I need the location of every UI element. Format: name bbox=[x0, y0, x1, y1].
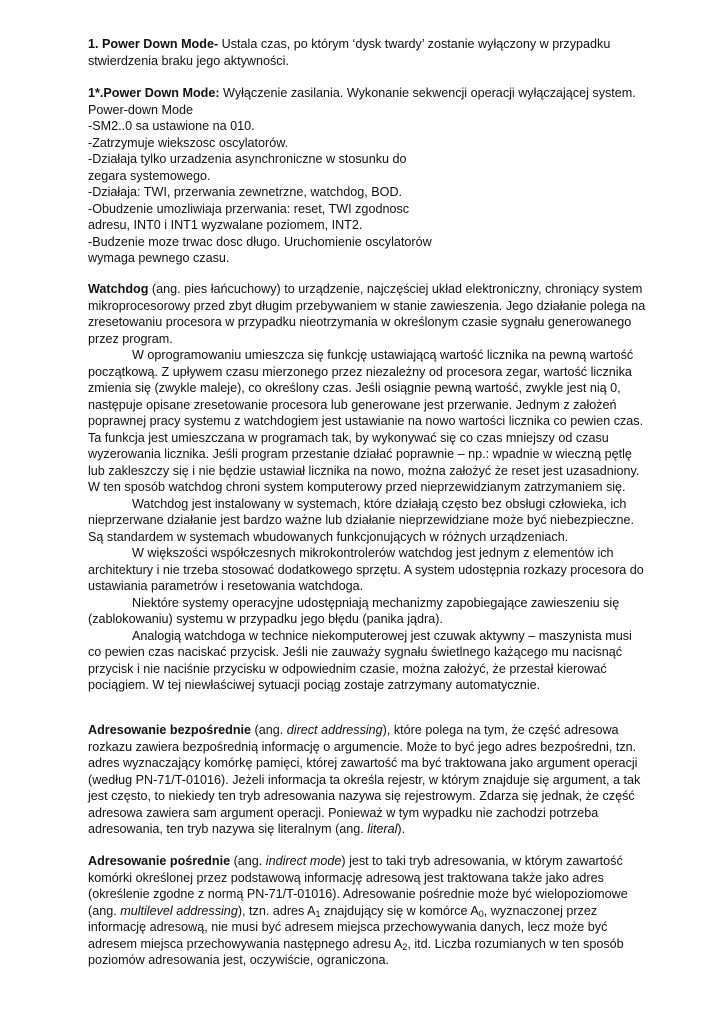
power-down-line: -Budzenie moze trwac dosc długo. Uruchomienie oscylatorów bbox=[88, 234, 432, 249]
watchdog-paragraph: Watchdog jest instalowany w systemach, które działają często bez obsługi człowieka, ich nieprzerwane działanie jest bardzo ważne lub działanie nieprzewidziane może być niebezpieczne. Są standardem w systemach wbudowanych funkcjonujących w różnych urządzeniach. bbox=[88, 496, 635, 544]
power-down-line: Power-down Mode bbox=[88, 102, 193, 117]
watchdog-paragraph: Analogią watchdoga w technice niekomputerowej jest czuwak aktywny – maszynista musi co pewien czas naciskać przycisk. Jeśli nie zauważy sygnału świetlnego każącego mu nacisnąć przycisk i nie naciśnie przycisku w odpowiednim czasie, można założyć, że przestał kierować pociągiem. W tej niewłaściwej sytuacji pociąg zostaje zatrzymany automatycznie. bbox=[88, 628, 632, 692]
indirect-addressing-paragraph bbox=[88, 853, 648, 969]
power-down-mode-intro: Wyłączenie zasilania. Wykonanie sekwencji operacji wyłączającej system. bbox=[219, 86, 636, 100]
watchdog-paragraph: W oprogramowaniu umieszcza się funkcję ustawiającą wartość licznika na pewną wartość początkową. Z upływem czasu mierzonego przez niezależny od procesora zegar, wartość licznika zmienia się (zwykle maleje), co określony czas. Jeśli osiągnie pewną wartość, zwykle jest nią 0, następuje opisane zresetowanie procesora lub generowane jest przerwanie. Jednym z założeń poprawnej pracy systemu z watchdogiem jest ustawianie na nowo wartości licznika co pewien czas. Ta funkcja jest umieszczana w programach tak, by wykonywać się co czas mniejszy od czasu wyzerowania licznika. Jeśli program przestanie działać poprawnie – np.: wpadnie w wieczną pętlę lub zakleszczy się i nie będzie ustawiał licznika na nowo, można założyć że reset jest uzasadniony. W ten sposób watchdog chroni system komputerowy przed nieprzewidzianym zatrzymaniem się. bbox=[88, 348, 644, 494]
power-down-line: -SM2..0 sa ustawione na 010. bbox=[88, 119, 255, 133]
power-down-line: wymaga pewnego czasu. bbox=[88, 251, 230, 265]
power-down-mode-heading: 1*.Power Down Mode: bbox=[88, 86, 220, 100]
watchdog-paragraph: Niektóre systemy operacyjne udostępniają mechanizmy zapobiegające zawieszeniu się (zablokowaniu) systemu w przypadku jego błędu (panika jądra). bbox=[88, 595, 620, 626]
power-down-line: zegara systemowego. bbox=[88, 168, 211, 183]
text-run: (ang. bbox=[251, 723, 287, 737]
watchdog-heading: Watchdog bbox=[88, 282, 149, 296]
power-down-mode-section bbox=[88, 85, 648, 267]
power-down-text: Ustala czas, po którym ‘dysk twardy’ zostanie wyłączony w przypadku stwierdzenia braku jego aktywności. bbox=[88, 37, 611, 68]
indirect-addressing-heading: Adresowanie pośrednie bbox=[88, 854, 231, 868]
text-run: , itd. Liczba rozumianych w ten sposób poziomów adresowania jest, oczywiście, ograniczona. bbox=[88, 936, 624, 967]
text-run: ) jest to taki tryb adresowania, w którym zawartość komórki określonej przez podstawową informację adresową jest traktowana także jako adres (określenie zgodne z normą PN-71/T-01016). Adresowanie pośrednie może być wielopoziomowe (ang. bbox=[88, 854, 628, 918]
english-term: multilevel addressing bbox=[120, 903, 238, 918]
english-term: literal bbox=[367, 822, 398, 836]
subscript: 1 bbox=[315, 908, 321, 919]
watchdog-paragraph: W większości współczesnych mikrokontrolerów watchdog jest jednym z elementów ich architektury i nie trzeba stosować dodatkowego sprzętu. A system udostępnia rozkazy procesora do ustawiania parametrów i resetowania watchdoga. bbox=[88, 546, 644, 593]
power-down-line: -Zatrzymuje wiekszosc oscylatorów. bbox=[88, 135, 289, 150]
power-down-line: -Działaja: TWI, przerwania zewnetrzne, watchdog, BOD. bbox=[88, 185, 403, 199]
direct-addressing-heading: Adresowanie bezpośrednie bbox=[88, 723, 252, 737]
power-down-line: adresu, INT0 i INT1 wyzwalane poziomem, INT2. bbox=[88, 218, 363, 232]
text-run: ). bbox=[397, 822, 406, 836]
english-term: direct addressing bbox=[286, 723, 383, 737]
text-run: ), które polega na tym, że część adresowa rozkazu zawiera bezpośrednią informację o argumencie. Może to być jego adres bezpośredni, tzn. adres wyznaczający komórkę pamięci, której zawartość ma być traktowana jako argument operacji (według PN-71/T-01016). Jeżeli informacja ta określa rejestr, w którym znajduje się argument, a tak jest często, to niekiedy ten tryb adresowania nazywa się rejestrowym. Zdarza się jednak, że część adresowa zawiera sam argument operacji. Ponieważ w tym wypadku nie zachodzi potrzeba adresowania, ten tryb nazywa się literalnym (ang. bbox=[88, 723, 641, 836]
direct-addressing-paragraph bbox=[88, 722, 648, 838]
watchdog-section bbox=[88, 281, 648, 694]
text-run: , wyznaczonej przez informację adresową, nie musi być adresem miejsca przechowywania danych, lecz może być adresem miejsca przechowywania następnego adresu A bbox=[88, 903, 608, 951]
english-term: indirect mode bbox=[265, 854, 342, 868]
text-run: (ang. bbox=[230, 854, 266, 868]
subscript: 0 bbox=[478, 908, 484, 919]
power-down-definition bbox=[88, 36, 648, 69]
power-down-heading: 1. Power Down Mode- bbox=[88, 37, 219, 51]
power-down-line: -Obudzenie umozliwiaja przerwania: reset, TWI zgodnosc bbox=[88, 201, 410, 216]
power-down-line: -Działaja tylko urzadzenia asynchroniczne w stosunku do bbox=[88, 152, 407, 166]
subscript: 2 bbox=[402, 941, 408, 952]
text-run: znajdujący się w komórce A bbox=[320, 903, 479, 918]
watchdog-definition bbox=[88, 281, 648, 347]
text-run: ), tzn. adres A bbox=[237, 903, 316, 918]
watchdog-intro: (ang. pies łańcuchowy) to urządzenie, najczęściej układ elektroniczny, chroniący system mikroprocesorowy przed zbyt długim przebywaniem w stanie zawieszenia. Jego działanie polega na zresetowaniu procesora w przypadku nieotrzymania w określonym czasie sygnału generowanego przez program. bbox=[88, 282, 646, 346]
